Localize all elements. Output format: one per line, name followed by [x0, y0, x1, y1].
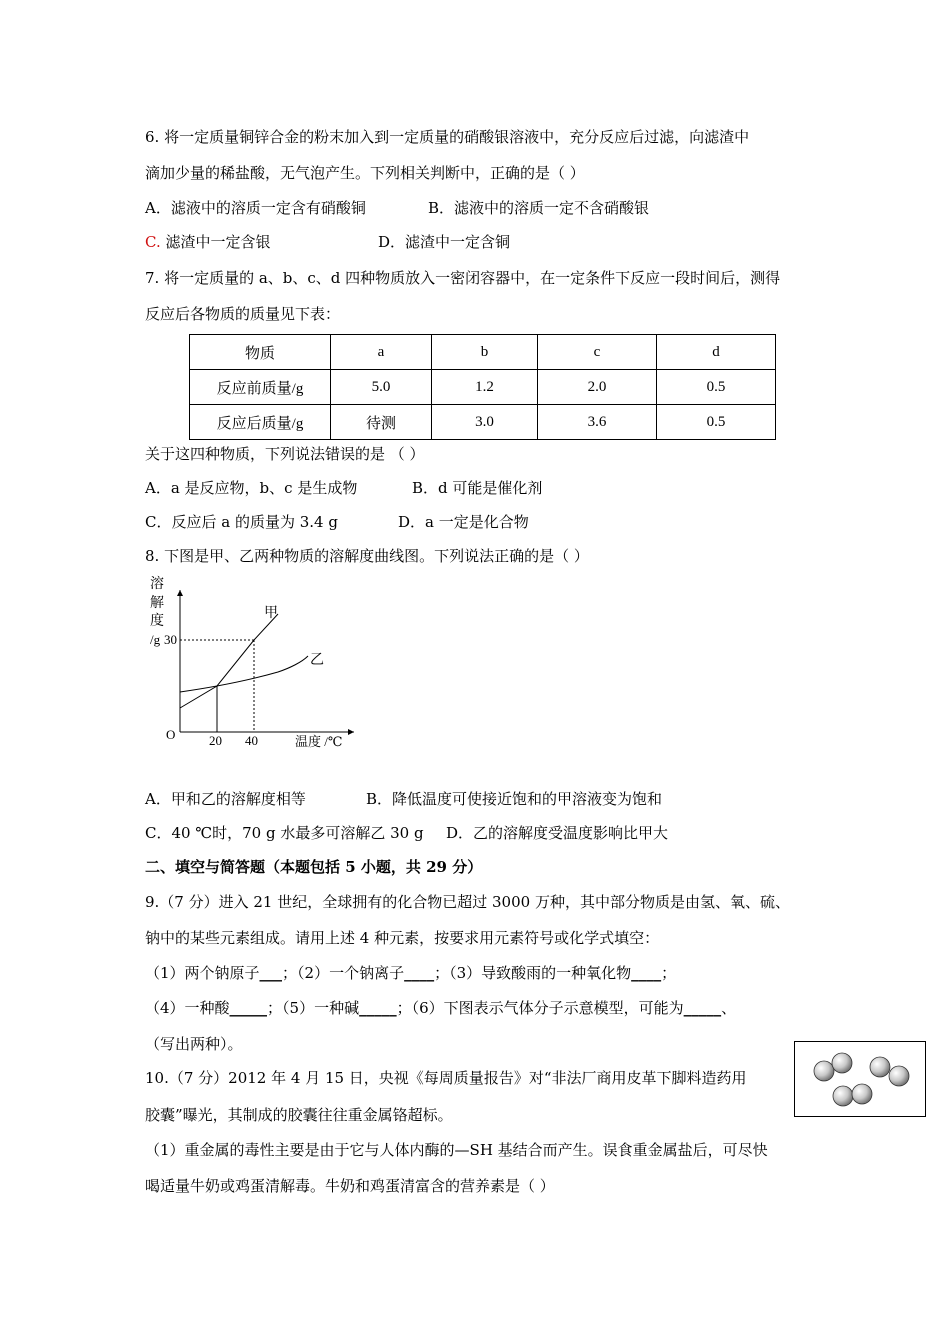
table-cell: 1.2 — [432, 370, 538, 405]
y-label-1: 溶 — [150, 577, 164, 592]
table-header-cell: c — [538, 335, 657, 370]
q7-option-a: A．a 是反应物，b、c 是生成物 — [145, 479, 358, 497]
table-header-cell: b — [432, 335, 538, 370]
q8-option-c: C．40 ℃时，70 g 水最多可溶解乙 30 g — [145, 824, 424, 842]
table-row — [190, 370, 776, 405]
answer-blank[interactable]: ____ — [631, 964, 662, 982]
atom — [833, 1086, 853, 1106]
table-cell: 0.5 — [657, 405, 776, 440]
q6-stem-line1: 6. 将一定质量铜锌合金的粉末加入到一定质量的硝酸银溶液中，充分反应后过滤，向滤渣中 — [145, 128, 750, 146]
atom — [852, 1084, 872, 1104]
q10-stem-line4: 喝适量牛奶或鸡蛋清解毒。牛奶和鸡蛋清富含的营养素是（ ） — [145, 1177, 555, 1195]
q9-item-1: （1）两个钠原子 — [145, 964, 260, 982]
y-tick-30: 30 — [164, 632, 177, 647]
answer-blank[interactable]: _____ — [229, 999, 268, 1017]
section-title: 二、填空与简答题（本题包括 5 小题，共 29 分） — [145, 858, 483, 876]
q9-stem-line2: 钠中的某些元素组成。请用上述 4 种元素，按要求用元素符号或化学式填空： — [145, 929, 660, 947]
q6-stem-line2: 滴加少量的稀盐酸，无气泡产生。下列相关判断中，正确的是（ ） — [145, 164, 585, 182]
table-cell: 待测 — [331, 405, 432, 440]
atom — [870, 1057, 890, 1077]
x-axis-label: 温度 /℃ — [295, 734, 343, 749]
series-label-jia: 甲 — [264, 606, 278, 621]
curve-jia — [180, 614, 278, 708]
y-label-2: 解 — [150, 596, 164, 611]
table-cell: 3.0 — [432, 405, 538, 440]
q8-option-a: A．甲和乙的溶解度相等 — [145, 790, 306, 808]
q9-blanks-row1 — [145, 963, 676, 983]
molecule-model-figure — [794, 1041, 926, 1117]
q9-item-6: ；（6）下图表示气体分子示意模型，可能为 — [396, 999, 684, 1017]
q6-option-d: D．滤渣中一定含铜 — [378, 233, 511, 251]
table-header-row — [190, 335, 776, 370]
q9-item-2: ；（2）一个钠离子 — [282, 964, 405, 982]
q6-option-c — [145, 232, 271, 252]
table-cell: 反应后质量/g — [190, 405, 331, 440]
q9-item-4: （4）一种酸 — [145, 999, 230, 1017]
answer-blank[interactable]: ____ — [404, 964, 435, 982]
table-cell: 3.6 — [538, 405, 657, 440]
atom — [832, 1053, 852, 1073]
q8-stem: 8. 下图是甲、乙两种物质的溶解度曲线图。下列说法正确的是（ ） — [145, 547, 589, 565]
q7-stem-line3: 关于这四种物质，下列说法错误的是 （ ） — [145, 445, 425, 463]
q10-stem-line2: 胶囊”曝光，其制成的胶囊往往重金属铬超标。 — [145, 1106, 453, 1124]
origin-label: O — [166, 727, 176, 742]
table-header-cell: a — [331, 335, 432, 370]
x-tick-20: 20 — [209, 733, 222, 748]
q7-option-b: B．d 可能是催化剂 — [412, 479, 543, 497]
answer-blank[interactable]: ___ — [259, 964, 283, 982]
q9-stem-line1: 9.（7 分）进入 21 世纪，全球拥有的化合物已超过 3000 万种，其中部分物质是由氢、氧、硫、 — [145, 893, 790, 911]
q10-stem-line1: 10.（7 分）2012 年 4 月 15 日，央视《每周质量报告》对“非法厂商用皮革下脚料造药用 — [145, 1069, 747, 1087]
q6-option-c-letter: C. — [145, 233, 161, 251]
table-header-cell: d — [657, 335, 776, 370]
q9-item-3: ；（3）导致酸雨的一种氧化物 — [434, 964, 632, 982]
series-label-yi: 乙 — [310, 653, 324, 668]
x-tick-40: 40 — [245, 733, 258, 748]
atom — [889, 1066, 909, 1086]
q7-mass-table — [189, 334, 776, 440]
atom — [814, 1061, 834, 1081]
table-cell: 2.0 — [538, 370, 657, 405]
q9-item-5: ；（5）一种碱 — [267, 999, 360, 1017]
table-cell: 0.5 — [657, 370, 776, 405]
q9-line5: （写出两种）。 — [145, 1035, 243, 1053]
y-unit: /g — [150, 632, 161, 647]
y-label-3: 度 — [150, 614, 164, 629]
q10-stem-line3: （1）重金属的毒性主要是由于它与人体内酶的—SH 基结合而产生。误食重金属盐后，可尽快 — [145, 1141, 768, 1159]
q8-option-d: D．乙的溶解度受温度影响比甲大 — [446, 824, 669, 842]
q6-option-a: A．滤液中的溶质一定含有硝酸铜 — [145, 199, 366, 217]
q9-item-sep: ； — [661, 964, 677, 982]
table-header-cell: 物质 — [190, 335, 331, 370]
q7-stem-line1: 7. 将一定质量的 a、b、c、d 四种物质放入一密闭容器中，在一定条件下反应一段时间后，测得 — [145, 269, 781, 287]
q9-item-sep: 、 — [721, 999, 737, 1017]
q7-option-c: C．反应后 a 的质量为 3.4 g — [145, 513, 338, 531]
q6-option-c-text: 滤渣中一定含银 — [160, 233, 271, 251]
table-row — [190, 405, 776, 440]
q7-stem-line2: 反应后各物质的质量见下表： — [145, 305, 341, 323]
q9-blanks-row2 — [145, 998, 736, 1018]
table-cell: 5.0 — [331, 370, 432, 405]
q6-option-b: B．滤液中的溶质一定不含硝酸银 — [428, 199, 650, 217]
solubility-curve-graph — [140, 572, 365, 757]
answer-blank[interactable]: _____ — [683, 999, 722, 1017]
answer-blank[interactable]: _____ — [359, 999, 397, 1017]
q7-option-d: D．a 一定是化合物 — [398, 513, 529, 531]
curve-yi — [180, 656, 308, 692]
q8-option-b: B．降低温度可使接近饱和的甲溶液变为饱和 — [366, 790, 663, 808]
table-cell: 反应前质量/g — [190, 370, 331, 405]
